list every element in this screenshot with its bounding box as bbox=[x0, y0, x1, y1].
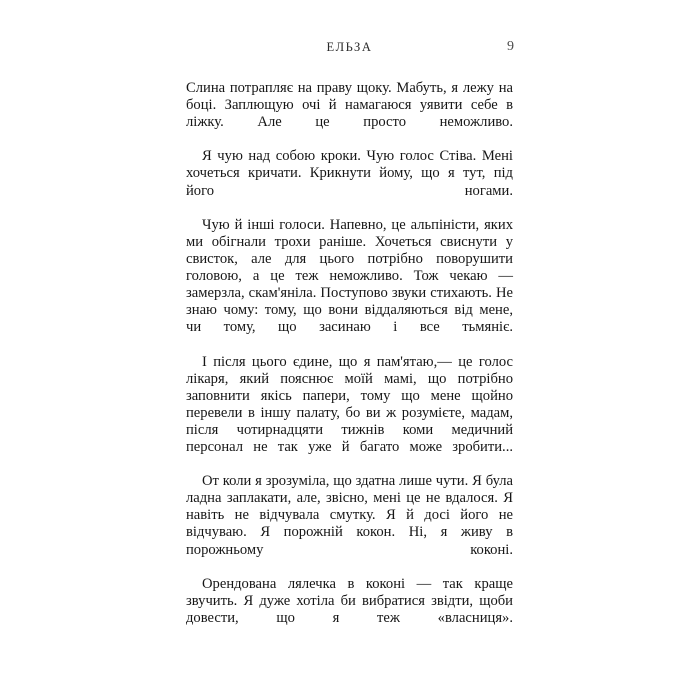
paragraph: Чую й інші голоси. Напевно, це альпіністи, яких ми обігнали трохи раніше. Хочеться свиснути у свисток, але для цього потрібно поворушити головою, а це теж неможливо. Тож чекаю — замерзла, скам'яніла. Поступово звуки стихають. Не знаю чому: тому, що вони віддаляються від мене, чи тому, що засинаю і все тьмяніє. bbox=[186, 216, 513, 336]
paragraph: От коли я зрозуміла, що здатна лише чути. Я була ладна заплакати, але, звісно, мені це не вдалося. Я навіть не відчувала смутку. Я й досі його не відчуваю. Я порожній кокон. Ні, я живу в порожньому коконі. bbox=[186, 473, 513, 558]
body-text bbox=[186, 80, 513, 644]
paragraph: Слина потрапляє на праву щоку. Мабуть, я лежу на боці. Заплющую очі й намагаюся уявити себе в ліжку. Але це просто неможливо. bbox=[186, 80, 513, 131]
running-head bbox=[186, 40, 513, 60]
paragraph: І після цього єдине, що я пам'ятаю,— це голос лікаря, який пояснює моїй мамі, що потрібно заповнити якісь папери, тому що мене щойно перевели в іншу палату, бо ви ж розумієте, мадам, після чотирнадцяти тижнів коми медичний персонал не так уже й багато може зробити... bbox=[186, 353, 513, 455]
paragraph: Орендована лялечка в коконі — так краще звучить. Я дуже хотіла би вибратися звідти, щоби довести, що я теж «власниця». bbox=[186, 575, 513, 626]
page-number: 9 bbox=[507, 39, 514, 54]
chapter-title: ЕЛЬЗА bbox=[326, 40, 373, 54]
paragraph: Я чую над собою кроки. Чую голос Стіва. Мені хочеться кричати. Крикнути йому, що я тут, під його ногами. bbox=[186, 148, 513, 199]
